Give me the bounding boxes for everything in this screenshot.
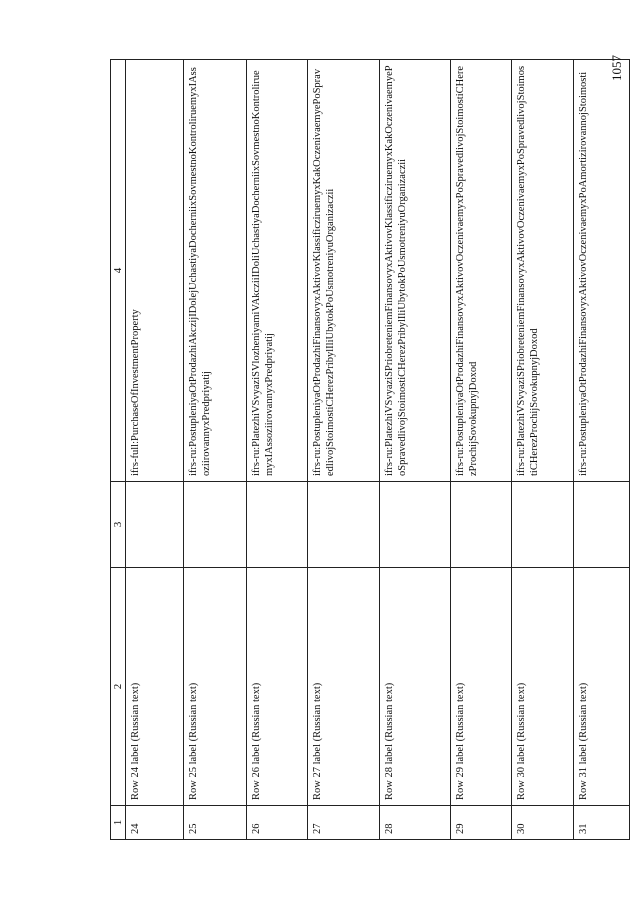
row-col3 — [574, 482, 630, 568]
row-ifrs-code: ifrs-ru:PlatezhiVSvyaziSPriobreteniemFinansovyxAktivovOczenivaemyxPoSpravedlivojStoimostiCHerezProchijSovokupnyjDoxod — [512, 60, 574, 482]
row-name: Row 30 label (Russian text) — [512, 568, 574, 806]
row-ifrs-code: ifrs-ru:PlatezhiVSvyaziSVlozheniyamiVAkcziiIDoliUchastiyaDocherniixSovmestnoKontroliruemyxIAssoziirovannyxPredpriyatij — [247, 60, 308, 482]
row-number: 28 — [380, 806, 451, 840]
header-col-1: 1 — [111, 806, 126, 840]
table-row — [574, 60, 630, 840]
table-row — [126, 60, 184, 840]
row-ifrs-code: ifrs-full:PurchaseOfInvestmentProperty — [126, 60, 184, 482]
row-col3 — [451, 482, 512, 568]
ifrs-mapping-table — [110, 59, 630, 840]
row-ifrs-code: ifrs-ru:PostupleniyaOtProdazhiAkczijIDolejUchastiyaDocherniixSovmestnoKontroliruemyxIAssoziirovannyxPredpriyatij — [184, 60, 247, 482]
table-header-row — [111, 60, 126, 840]
row-ifrs-code: ifrs-ru:PostupleniyaOtProdazhiFinansovyxAktivovOczenivaemyxPoAmortizirovannojStoimosti — [574, 60, 630, 482]
table-row — [380, 60, 451, 840]
row-number: 25 — [184, 806, 247, 840]
table-row — [184, 60, 247, 840]
row-ifrs-code: ifrs-ru:PostupleniyaOtProdazhiFinansovyxAktivovOczenivaemyxPoSpravedlivojStoimostiCHerezProchijSovokupnyjDoxod — [451, 60, 512, 482]
row-number: 30 — [512, 806, 574, 840]
row-name: Row 26 label (Russian text) — [247, 568, 308, 806]
page-number: 1057 — [609, 55, 624, 81]
row-number: 29 — [451, 806, 512, 840]
row-name: Row 29 label (Russian text) — [451, 568, 512, 806]
row-number: 31 — [574, 806, 630, 840]
table-row — [308, 60, 380, 840]
row-col3 — [308, 482, 380, 568]
row-col3 — [247, 482, 308, 568]
row-name: Row 25 label (Russian text) — [184, 568, 247, 806]
row-col3 — [126, 482, 184, 568]
table-row — [451, 60, 512, 840]
row-col3 — [184, 482, 247, 568]
row-name: Row 31 label (Russian text) — [574, 568, 630, 806]
row-number: 26 — [247, 806, 308, 840]
row-number: 24 — [126, 806, 184, 840]
row-number: 27 — [308, 806, 380, 840]
header-col-4: 4 — [111, 60, 126, 482]
header-col-3: 3 — [111, 482, 126, 568]
row-name: Row 24 label (Russian text) — [126, 568, 184, 806]
row-ifrs-code: ifrs-ru:PlatezhiVSvyaziSPriobreteniemFinansovyxAktivovKlassificziruemyxKakOczenivaemyePoSpravedlivojStoimostiCHerezPribylIliUbytokPoUsmotreniyuOrganizaczii — [380, 60, 451, 482]
row-col3 — [512, 482, 574, 568]
header-col-2: 2 — [111, 568, 126, 806]
row-ifrs-code: ifrs-ru:PostupleniyaOtProdazhiFinansovyxAktivovKlassificziruemyxKakOczenivaemyePoSpravedlivojStoimostiCHerezPribylIliUbytokPoUsmotreniyuOrganizaczii — [308, 60, 380, 482]
table-row — [512, 60, 574, 840]
row-col3 — [380, 482, 451, 568]
table-row — [247, 60, 308, 840]
row-name: Row 28 label (Russian text) — [380, 568, 451, 806]
row-name: Row 27 label (Russian text) — [308, 568, 380, 806]
rotated-content — [110, 60, 610, 840]
